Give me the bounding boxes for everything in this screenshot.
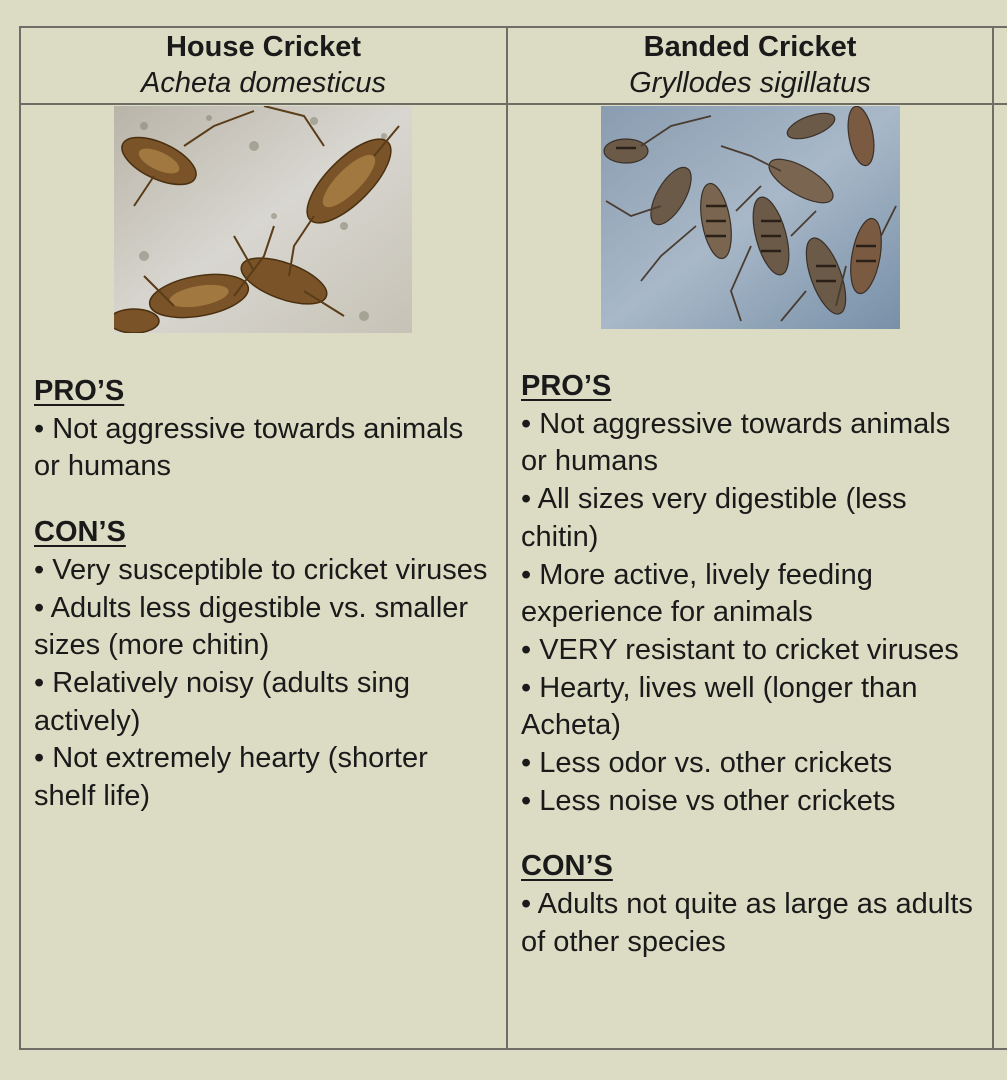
column-divider — [506, 26, 508, 1050]
house-cricket-details — [34, 373, 494, 816]
con-item: • Adults not quite as large as adults of other species — [521, 888, 973, 958]
header-cell-banded-cricket — [508, 28, 992, 104]
pro-item: • Not aggressive towards animals or humans — [521, 407, 951, 478]
header-cell-house-cricket — [21, 28, 506, 104]
banded-cricket-photo — [601, 106, 900, 329]
table-left-border — [19, 26, 21, 1050]
pro-item: • All sizes very digestible (less chitin) — [521, 483, 907, 553]
pro-item: • More active, lively feeding experience for animals — [521, 558, 873, 629]
cons-title: CON’S — [521, 850, 613, 883]
common-name: House Cricket — [165, 31, 361, 63]
pro-item: • Less odor vs. other crickets — [521, 747, 893, 780]
pro-item: • Hearty, lives well (longer than Acheta) — [521, 671, 918, 742]
con-item: • Adults less digestible vs. smaller sizes (more chitin) — [34, 591, 469, 662]
con-item: • Very susceptible to cricket viruses — [34, 553, 488, 586]
column-divider-right — [992, 26, 994, 1050]
scientific-name: Gryllodes sigillatus — [629, 67, 871, 99]
pro-item: • VERY resistant to cricket viruses — [521, 633, 959, 666]
pro-item: • Less noise vs other crickets — [521, 784, 896, 817]
banded-cricket-details — [521, 368, 981, 962]
pro-item: • Not aggressive towards animals or humans — [34, 412, 464, 483]
con-item: • Not extremely hearty (shorter shelf life) — [34, 742, 428, 813]
common-name: Banded Cricket — [643, 31, 857, 63]
pros-title: PRO’S — [521, 370, 612, 402]
house-cricket-photo — [114, 106, 412, 333]
scientific-name: Acheta domesticus — [140, 67, 386, 99]
table-bottom-border — [19, 1048, 1007, 1050]
pros-title: PRO’S — [34, 375, 125, 407]
cons-title: CON’S — [34, 516, 126, 549]
con-item: • Relatively noisy (adults sing actively) — [34, 666, 411, 737]
